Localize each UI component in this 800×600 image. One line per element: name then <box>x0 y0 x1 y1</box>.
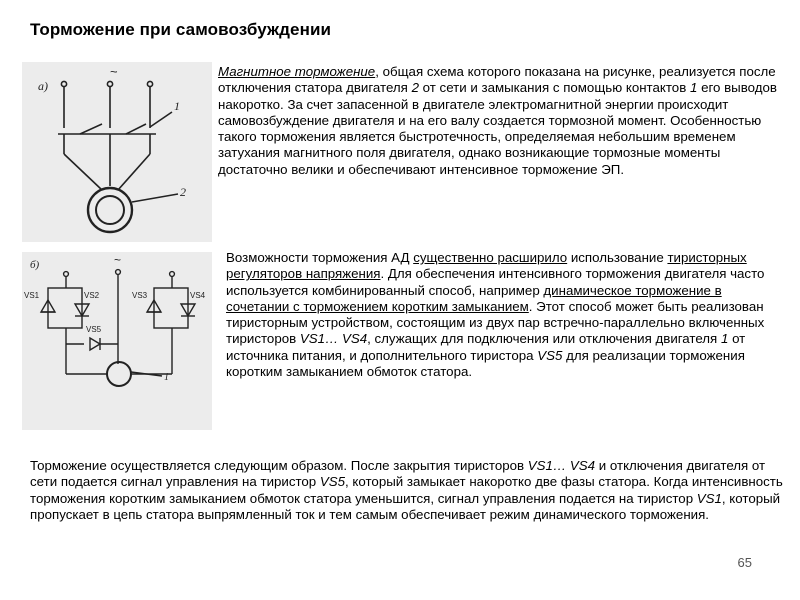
para1-ref-2: 2 <box>411 80 419 96</box>
para3-text: , который пропускает в цепь статора выпрямленный ток и тем самым обеспечивает режим динамического торможения. <box>30 490 781 522</box>
para2-text: для реализации торможения коротким замыканием обмоток статора. <box>226 347 745 380</box>
para3-ref-vs1: VS1 <box>696 490 722 506</box>
vs3-label: VS3 <box>132 291 148 300</box>
para2-text: от источника питания, и дополнительного тиристора <box>226 331 746 363</box>
slide-title: Торможение при самовозбуждении <box>30 20 332 39</box>
para2-text: . Для обеспечения интенсивного торможения двигателя часто используется комбинированный способ, например <box>226 266 765 298</box>
diagram-b-supply: ~ <box>114 253 122 267</box>
para3-ref-vs1-vs4: VS1… VS4 <box>527 458 596 473</box>
para2-ref-vs1-vs4: VS1… VS4 <box>299 331 368 347</box>
para2-text: Возможности торможения АД <box>226 250 414 265</box>
para3-text: , который замыкает накоротко две фазы статора. Когда интенсивность торможения коротким замыканием обмоток статора уменьшится, сигнал управления подается на тиристор <box>30 474 783 506</box>
vs5-label: VS5 <box>86 325 102 334</box>
diagram-a-ref-motor: 2 <box>180 185 186 199</box>
paragraph-braking-procedure <box>30 458 790 523</box>
diagram-magnetic-braking <box>22 62 212 242</box>
para2-ref-1: 1 <box>720 331 729 347</box>
para3-text: и отключения двигателя от сети подается сигнал управления на тиристор <box>30 458 766 490</box>
para2-ref-vs5: VS5 <box>537 347 563 363</box>
diagram-thyristor-braking <box>22 252 212 430</box>
diagram-a-label: а) <box>38 79 48 93</box>
para1-text: от сети и замыкания с помощью контактов <box>418 80 690 96</box>
vs4-label: VS4 <box>190 291 206 300</box>
para1-ref-1: 1 <box>689 80 698 96</box>
diagram-b-ref-motor: 1 <box>164 372 169 383</box>
para2-underlined: динамическое торможение в сочетании с торможением коротким замыканием <box>226 282 722 314</box>
para1-text: его выводов накоротко. За счет запасенной в двигателе электромагнитной энергии происходит самовозбуждение двигателя и на его валу создается тормозной момент. Особенностью такого торможения является быстротечность, определяемая небольшим временем затухания магнитного поля двигателя, однако возникающие тормозные моменты достаточно велики и обеспечивают интенсивное торможение ЭП. <box>218 80 777 177</box>
para2-text: использование <box>567 250 668 265</box>
para2-text: . Этот способ может быть реализован тиристорным устройством, состоящим из двух пар встречно-параллельно включенных тиристоров <box>226 298 765 347</box>
para2-underlined: тиристорных регуляторов напряжения <box>226 250 747 282</box>
vs1-label: VS1 <box>24 291 40 300</box>
diagram-b-label: б) <box>30 259 40 271</box>
paragraph-magnetic-braking <box>218 64 783 178</box>
vs2-label: VS2 <box>84 291 100 300</box>
para1-text: , общая схема которого показана на рисунке, реализуется после отключения статора двигателя <box>218 64 776 96</box>
para3-text: Торможение осуществляется следующим образом. После закрытия тиристоров <box>30 458 528 473</box>
term-magnetic-braking: Магнитное торможение <box>218 64 376 79</box>
para2-text: , служащих для подключения или отключения двигателя <box>367 331 721 347</box>
diagram-a-ref-contacts: 1 <box>174 99 180 113</box>
para2-underlined: существенно расширило <box>413 250 568 265</box>
paragraph-thyristor-braking <box>226 250 781 380</box>
diagram-a-supply: ~ <box>110 64 118 79</box>
para3-ref-vs5: VS5 <box>319 474 346 490</box>
page-number: 65 <box>737 555 752 570</box>
